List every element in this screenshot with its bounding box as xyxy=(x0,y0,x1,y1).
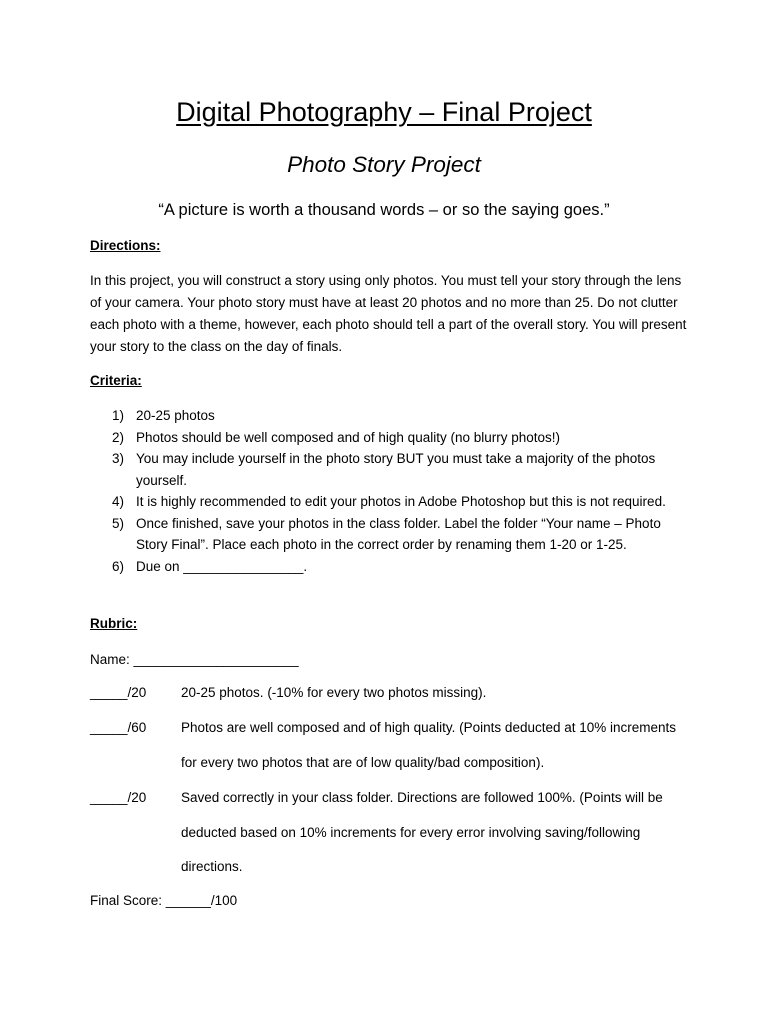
document-subtitle: Photo Story Project xyxy=(287,152,481,177)
list-number: 6) xyxy=(112,558,125,574)
final-score-line: Final Score: ______/100 xyxy=(90,893,238,908)
list-text: Photos should be well composed and of high quality (no blurry photos!) xyxy=(136,429,561,445)
list-item xyxy=(112,448,692,491)
list-number: 5) xyxy=(112,515,125,531)
list-text: 20-25 photos xyxy=(136,408,215,423)
list-number: 3) xyxy=(112,451,125,466)
criteria-list xyxy=(112,405,692,577)
criteria-heading: Criteria: xyxy=(90,373,142,388)
rubric-score: _____/60 xyxy=(90,720,147,735)
document-title: Digital Photography – Final Project xyxy=(176,97,592,127)
list-item xyxy=(112,405,692,427)
directions-paragraph: In this project, you will construct a story using only photos. You must tell your story through the lens of your camera. Your photo story must have at least 20 photos and no more than 25. Do not clutter each photo with a theme, however, each photo should tell a part of the overall story. You will present your story to the class on the day of finals. xyxy=(90,273,687,354)
list-text: It is highly recommended to edit your photos in Adobe Photoshop but this is not required. xyxy=(136,494,666,509)
list-number: 1) xyxy=(112,408,125,423)
rubric-description: Photos are well composed and of high quality. (Points deducted at 10% increments for every two photos that are of low quality/bad composition). xyxy=(181,720,677,770)
list-item xyxy=(112,513,692,556)
rubric-score: _____/20 xyxy=(90,790,147,805)
list-text: You may include yourself in the photo story BUT you must take a majority of the photos yourself. xyxy=(136,451,656,488)
name-line: Name: ______________________ xyxy=(90,652,299,667)
rubric-description: Saved correctly in your class folder. Directions are followed 100%. (Points will be deducted based on 10% increments for every error involving saving/following directions. xyxy=(181,790,663,874)
list-number: 2) xyxy=(112,429,125,445)
list-number: 4) xyxy=(112,494,125,509)
rubric-heading: Rubric: xyxy=(90,616,138,631)
list-item xyxy=(112,491,692,513)
rubric-description: 20-25 photos. (-10% for every two photos missing). xyxy=(181,685,487,700)
list-text: Once finished, save your photos in the class folder. Label the folder “Your name – Photo Story Final”. Place each photo in the correct order by renaming them 1-20 or 1-25. xyxy=(136,515,661,552)
rubric-score: _____/20 xyxy=(90,685,147,700)
list-text: Due on ________________. xyxy=(136,558,308,574)
directions-heading: Directions: xyxy=(90,238,161,253)
list-item xyxy=(112,556,692,578)
list-item xyxy=(112,427,692,449)
quote-line: “A picture is worth a thousand words – or so the saying goes.” xyxy=(158,201,610,219)
